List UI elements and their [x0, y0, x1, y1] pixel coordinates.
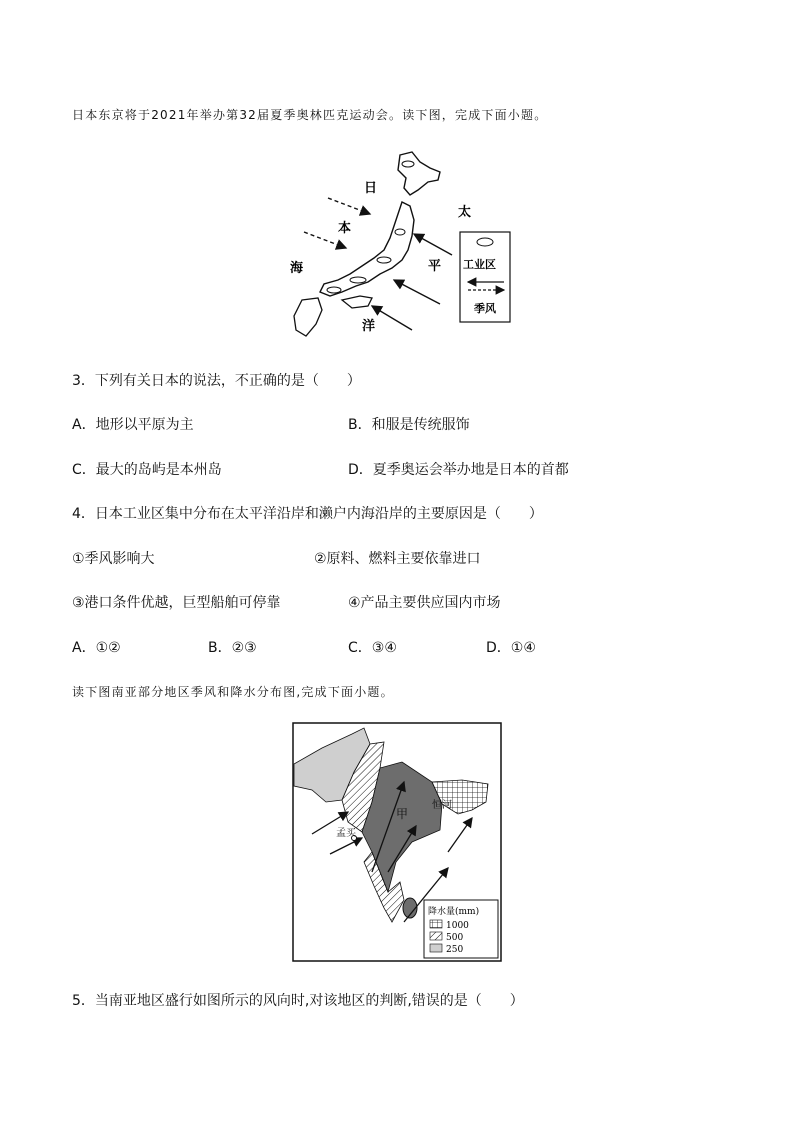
- summer-monsoon-arrow: [372, 306, 412, 330]
- winter-monsoon-arrow: [328, 198, 370, 214]
- q3-option-a[interactable]: A．地形以平原为主: [72, 417, 194, 433]
- summer-monsoon-arrow: [414, 234, 452, 255]
- q4-statement-3: ③港口条件优越，巨型船舶可停靠: [72, 595, 281, 611]
- q4-statement-2: ②原料、燃料主要依靠进口: [314, 551, 481, 567]
- legend-industrial-label: 工业区: [463, 258, 496, 271]
- q4-stem: 4．日本工业区集中分布在太平洋沿岸和濑户内海沿岸的主要原因是（ ）: [72, 506, 543, 522]
- legend-title: 降水量(mm): [428, 907, 480, 917]
- legend-250: 250: [446, 945, 464, 955]
- city-label: 孟买: [336, 828, 356, 839]
- shikoku-outline: [342, 296, 372, 308]
- legend-1000: 1000: [446, 921, 469, 931]
- river-label: 恒河: [432, 800, 452, 811]
- q4-statement-4: ④产品主要供应国内市场: [348, 595, 501, 611]
- legend-swatch-1000: [430, 920, 442, 928]
- ocean-label: 洋: [362, 319, 376, 334]
- q3-option-d[interactable]: D．夏季奥运会举办地是日本的首都: [348, 462, 569, 478]
- q4-option-c[interactable]: C．③④: [348, 640, 397, 656]
- q3-option-c[interactable]: C．最大的岛屿是本州岛: [72, 462, 222, 478]
- q3-option-b[interactable]: B．和服是传统服饰: [348, 417, 470, 433]
- japan-map: [280, 140, 520, 345]
- q3-stem: 3．下列有关日本的说法，不正确的是（ ）: [72, 373, 361, 389]
- q5-stem: 5．当南亚地区盛行如图所示的风向时,对该地区的判断,错误的是（ ）: [72, 993, 524, 1009]
- ocean-label: 平: [428, 259, 442, 274]
- sea-label: 日: [364, 181, 378, 196]
- region-label-jia: 甲: [396, 807, 409, 821]
- q4-option-b[interactable]: B．②③: [208, 640, 257, 656]
- hokkaido-outline: [398, 152, 440, 195]
- legend-swatch-250: [430, 944, 442, 952]
- legend-500: 500: [446, 933, 464, 943]
- kyushu-outline: [294, 298, 322, 336]
- japan-map-figure: [280, 140, 520, 345]
- south-asia-map: [292, 722, 502, 962]
- honshu-outline: [320, 202, 414, 296]
- ocean-label: 太: [458, 205, 472, 220]
- sea-label: 海: [290, 261, 304, 276]
- summer-monsoon-arrow: [394, 280, 440, 304]
- legend-monsoon-label: 季风: [474, 302, 496, 315]
- q4-option-d[interactable]: D．①④: [486, 640, 536, 656]
- intro-text-2: 读下图南亚部分地区季风和降水分布图,完成下面小题。: [72, 685, 394, 699]
- south-asia-map-figure: [292, 722, 502, 962]
- sea-label: 本: [338, 221, 352, 236]
- intro-text-1: 日本东京将于2021年举办第32届夏季奥林匹克运动会。读下图，完成下面小题。: [72, 108, 548, 122]
- legend-swatch-500: [430, 932, 442, 940]
- q4-statement-1: ①季风影响大: [72, 551, 155, 567]
- q4-option-a[interactable]: A．①②: [72, 640, 121, 656]
